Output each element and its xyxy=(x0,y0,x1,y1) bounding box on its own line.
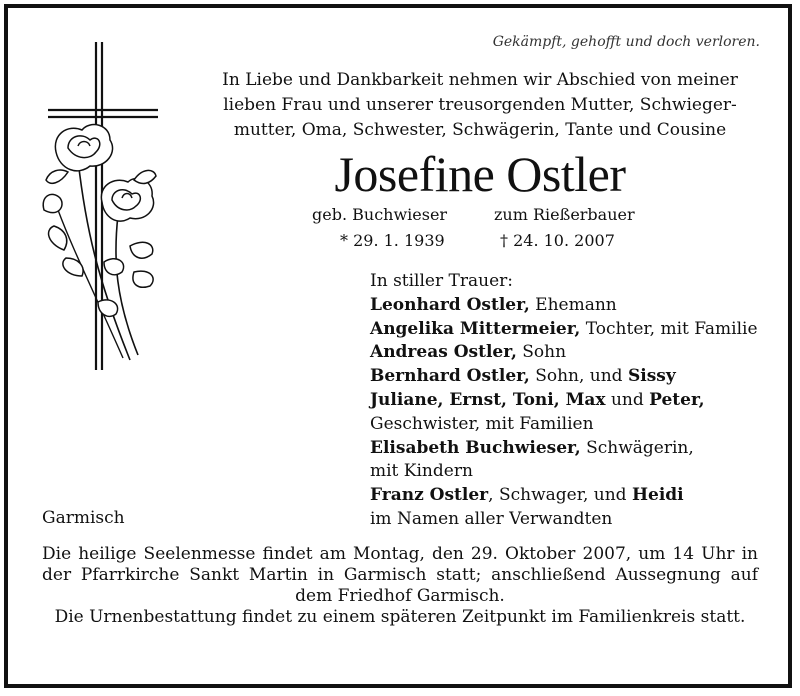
mourner-name: Bernhard Ostler, xyxy=(370,366,530,387)
death-date: † 24. 10. 2007 xyxy=(500,231,615,250)
mourner-relation: , Schwager, und xyxy=(488,485,632,506)
mourner-name: Elisabeth Buchwieser, xyxy=(370,437,581,458)
mourner-name: Peter, xyxy=(649,389,705,410)
motto: Gekämpft, gehofft und doch verloren. xyxy=(492,34,760,50)
mourner-relation: Tochter, mit Familie xyxy=(580,318,758,339)
service-notice xyxy=(42,544,758,628)
mourner-line xyxy=(370,508,758,532)
service-paragraph xyxy=(42,544,758,607)
mourner-line xyxy=(370,460,758,484)
mourner-relation: Geschwister, mit Familien xyxy=(370,413,594,434)
mourner-name: Angelika Mittermeier, xyxy=(370,318,581,339)
mourner-line xyxy=(370,365,758,389)
mourner-name: Leonhard Ostler, xyxy=(370,294,530,315)
mourner-relation: Ehemann xyxy=(529,294,617,315)
born-name: geb. Buchwieser xyxy=(312,205,448,224)
mourner-name: Juliane, Ernst, Toni, Max xyxy=(370,389,606,410)
service-line: der Pfarrkirche Sankt Martin in Garmisch statt; anschließend Aussegnung auf xyxy=(42,565,758,585)
intro-line: lieben Frau und unserer treusorgenden Mutter, Schwieger- xyxy=(223,95,737,115)
house-name: zum Rießerbauer xyxy=(494,205,635,224)
mourners-list xyxy=(370,270,758,532)
burial-line: Die Urnenbestattung findet zu einem späteren Zeitpunkt im Familienkreis xyxy=(54,607,696,627)
cross-with-roses-icon xyxy=(38,40,168,375)
intro-text xyxy=(190,68,770,143)
mourner-relation: im Namen aller Verwandten xyxy=(370,508,613,529)
service-line: dem Friedhof Garmisch. xyxy=(295,586,505,606)
mourner-line xyxy=(370,437,758,461)
mourner-name: Andreas Ostler, xyxy=(370,342,517,363)
mourners-heading: In stiller Trauer: xyxy=(370,271,513,291)
mourner-name: Heidi xyxy=(631,485,684,506)
mourner-line xyxy=(370,341,758,365)
mourner-line xyxy=(370,294,758,318)
burial-line: statt. xyxy=(700,607,746,627)
mourner-relation: mit Kindern xyxy=(370,461,473,482)
mourner-line xyxy=(370,413,758,437)
mourner-lines xyxy=(370,294,758,532)
town: Garmisch xyxy=(42,508,125,528)
mourner-line xyxy=(370,484,758,508)
mourner-name: Franz Ostler xyxy=(370,485,489,506)
mourner-line xyxy=(370,318,758,342)
service-line: Die heilige Seelenmesse findet am Montag, den 29. Oktober 2007, um 14 Uhr in xyxy=(42,544,758,564)
mourner-relation: Sohn xyxy=(516,342,567,363)
intro-line: mutter, Oma, Schwester, Schwägerin, Tante und Cousine xyxy=(233,120,727,140)
mourner-relation: Sohn, und xyxy=(529,366,628,387)
birth-date: * 29. 1. 1939 xyxy=(340,231,445,250)
mourner-name: Sissy xyxy=(627,366,676,387)
intro-line: In Liebe und Dankbarkeit nehmen wir Abschied von meiner xyxy=(222,70,738,90)
deceased-name: Josefine Ostler xyxy=(334,146,626,202)
mourner-relation: Schwägerin, xyxy=(580,437,694,458)
mourner-relation: und xyxy=(605,389,650,410)
burial-paragraph xyxy=(42,607,758,628)
mourner-line xyxy=(370,389,758,413)
